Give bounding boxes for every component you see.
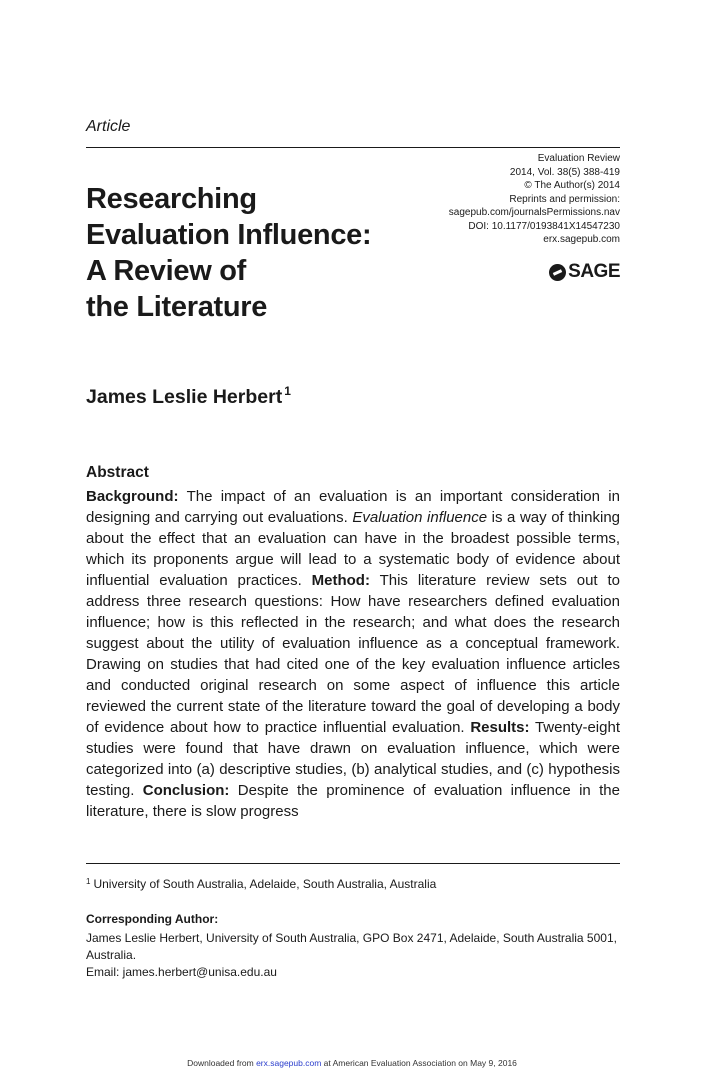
title-line: A Review of [86, 255, 246, 287]
journal-doi[interactable]: DOI: 10.1177/0193841X14547230 [468, 220, 620, 232]
author-affiliation-marker: 1 [284, 384, 291, 398]
journal-permissions-link[interactable]: sagepub.com/journalsPermissions.nav [448, 207, 620, 218]
download-source-link[interactable]: erx.sagepub.com [256, 1058, 322, 1068]
article-title [86, 181, 416, 325]
background-text-continued: is a way of thinking about the effect that an evaluation can have in the broadest possible terms, which its proponents argue will lead to a systematic body of evidence about influential evaluation practices. [86, 509, 620, 589]
corresponding-email[interactable]: Email: james.herbert@unisa.edu.au [86, 965, 277, 979]
journal-copyright: © The Author(s) 2014 [524, 180, 620, 191]
abstract-heading: Abstract [86, 464, 149, 481]
journal-volume: 2014, Vol. 38(5) 388-419 [509, 166, 620, 178]
background-text: The impact of an evaluation is an important consideration in designing and carrying out evaluations. [86, 488, 620, 526]
corresponding-address: James Leslie Herbert, University of South Australia, GPO Box 2471, Adelaide, South Australia 5001, Australia. [86, 931, 617, 962]
background-term: Evaluation influence [352, 509, 488, 526]
method-label: Method: [311, 572, 370, 589]
results-text: Twenty-eight studies were found that have drawn on evaluation influence, which were categorized into (a) descriptive studies, (b) analytical studies, and (c) hypothesis testing. [86, 719, 620, 799]
download-prefix: Downloaded from [187, 1058, 257, 1068]
method-text: This literature review sets out to address three research questions: How have researchers defined evaluation influence; how is this reflected in the research; and what does the research suggest about the utility of evaluation influence as a conceptual framework. Drawing on studies that had cited one of the key evaluation influence articles and conducted original research on some aspect of influence this article reviewed the current state of the literature toward the goal of developing a body of evidence about how to practice influential evaluation. [86, 572, 620, 736]
conclusion-label: Conclusion: [142, 782, 230, 799]
abstract-body [86, 486, 620, 822]
conclusion-text: Despite the prominence of evaluation influence in the literature, there is slow progress [86, 782, 620, 820]
sage-logo-text: SAGE [568, 261, 620, 282]
download-suffix: at American Evaluation Association on May 9, 2016 [321, 1058, 517, 1068]
journal-reprints: Reprints and permission: [509, 193, 620, 205]
results-label: Results: [470, 719, 530, 736]
sage-logo [549, 261, 620, 283]
author-name: James Leslie Herbert [86, 386, 283, 408]
journal-website-link[interactable]: erx.sagepub.com [543, 234, 620, 245]
journal-name: Evaluation Review [537, 153, 620, 164]
footnote-divider [86, 863, 620, 864]
corresponding-author-details [86, 930, 620, 981]
author-byline [86, 384, 291, 409]
corresponding-author-heading: Corresponding Author: [86, 912, 219, 926]
download-notice [0, 1058, 704, 1068]
sage-mark-icon [549, 264, 566, 281]
title-line: the Literature [86, 291, 268, 323]
affiliation-text: University of South Australia, Adelaide, South Australia, Australia [93, 877, 437, 891]
article-type-label: Article [86, 118, 131, 135]
affiliation-footnote [86, 877, 436, 891]
journal-info [390, 152, 620, 247]
background-label: Background: [86, 488, 179, 505]
footnote-marker: 1 [86, 877, 91, 886]
title-line: Researching [86, 183, 257, 215]
title-line: Evaluation Influence: [86, 219, 372, 251]
header-divider [86, 147, 620, 148]
